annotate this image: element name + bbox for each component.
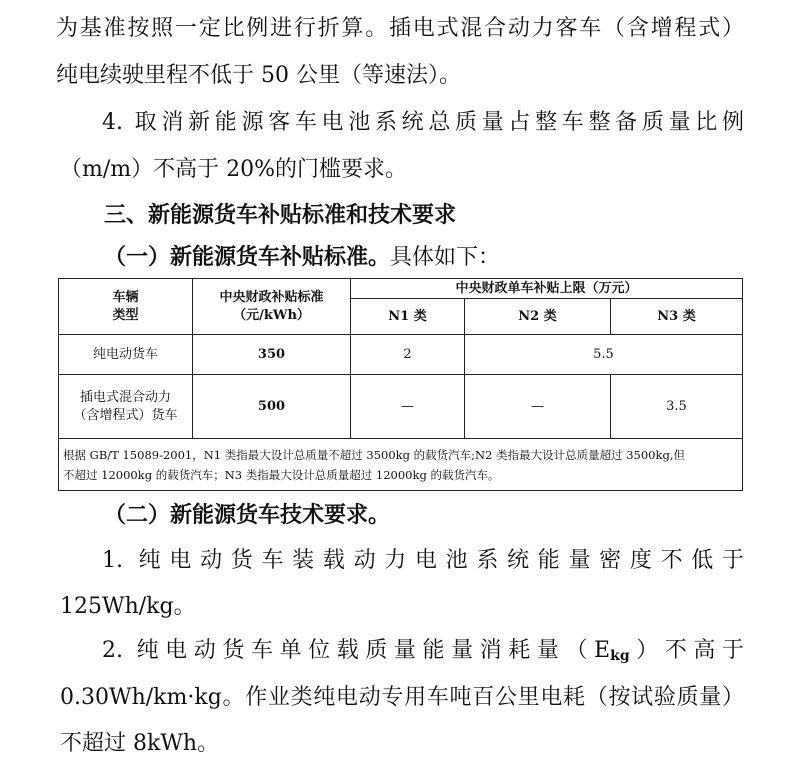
paragraph-line: 为基准按照一定比例进行折算。插电式混合动力客车（含增程式） bbox=[56, 16, 744, 41]
paragraph-line: 不超过 8kWh。 bbox=[60, 731, 220, 756]
subsection-heading-rest: 具体如下： bbox=[390, 245, 501, 270]
paragraph-line: 2. 纯电动货车单位载质量能量消耗量$(E_{kg})$不高于 bbox=[102, 638, 744, 664]
cell-standard: 350 bbox=[193, 335, 351, 375]
header-n1: N1 类 bbox=[351, 299, 465, 335]
cell-type: 纯电动货车 bbox=[59, 335, 193, 375]
cell-type: 插电式混合动力 （含增程式）货车 bbox=[59, 375, 193, 439]
paragraph-line: 125Wh/kg。 bbox=[60, 594, 196, 619]
subsection-heading-bold: （一）新能源货车补贴标准。 bbox=[104, 244, 391, 270]
paragraph-line: （m/m）不高于 20%的门槛要求。 bbox=[60, 157, 408, 182]
table-note: 根据 GB/T 15089-2001，N1 类指最大设计总质量不超过 3500kg 的载货汽车;N2 类指最大设计总质量超过 3500kg,但 不超过 12000kg 的载货汽车；N3 类指最大设计总质量超过 12000kg 的载货汽车。 bbox=[59, 439, 743, 491]
subsidy-table bbox=[58, 278, 743, 491]
subsection-heading: （二）新能源货车技术要求。 bbox=[104, 502, 391, 528]
paragraph-line: 1. 纯电动货车装载动力电池系统能量密度不低于 bbox=[102, 548, 744, 573]
cell-n1: 2 bbox=[351, 335, 465, 375]
header-n2: N2 类 bbox=[465, 299, 611, 335]
header-subsidy-cap: 中央财政单车补贴上限（万元） bbox=[351, 279, 743, 299]
table-row bbox=[59, 335, 743, 375]
cell-standard: 500 bbox=[193, 375, 351, 439]
cell-n1: — bbox=[351, 375, 465, 439]
paragraph-line: 0.30Wh/km·kg。作业类纯电动专用车吨百公里电耗（按试验质量） bbox=[60, 685, 744, 710]
cell-n2: — bbox=[465, 375, 611, 439]
cell-n2-n3: 5.5 bbox=[465, 335, 743, 375]
header-n3: N3 类 bbox=[611, 299, 743, 335]
paragraph-line: 4. 取消新能源客车电池系统总质量占整车整备质量比例 bbox=[102, 110, 744, 135]
table-row bbox=[59, 375, 743, 439]
section-heading: 三、新能源货车补贴标准和技术要求 bbox=[104, 202, 457, 228]
paragraph-line: 纯电续驶里程不低于 50 公里（等速法）。 bbox=[56, 63, 461, 88]
header-subsidy-standard: 中央财政补贴标准 （元/kWh） bbox=[193, 279, 351, 335]
header-vehicle-type: 车辆 类型 bbox=[59, 279, 193, 335]
subsection-heading bbox=[104, 242, 500, 273]
cell-n3: 3.5 bbox=[611, 375, 743, 439]
